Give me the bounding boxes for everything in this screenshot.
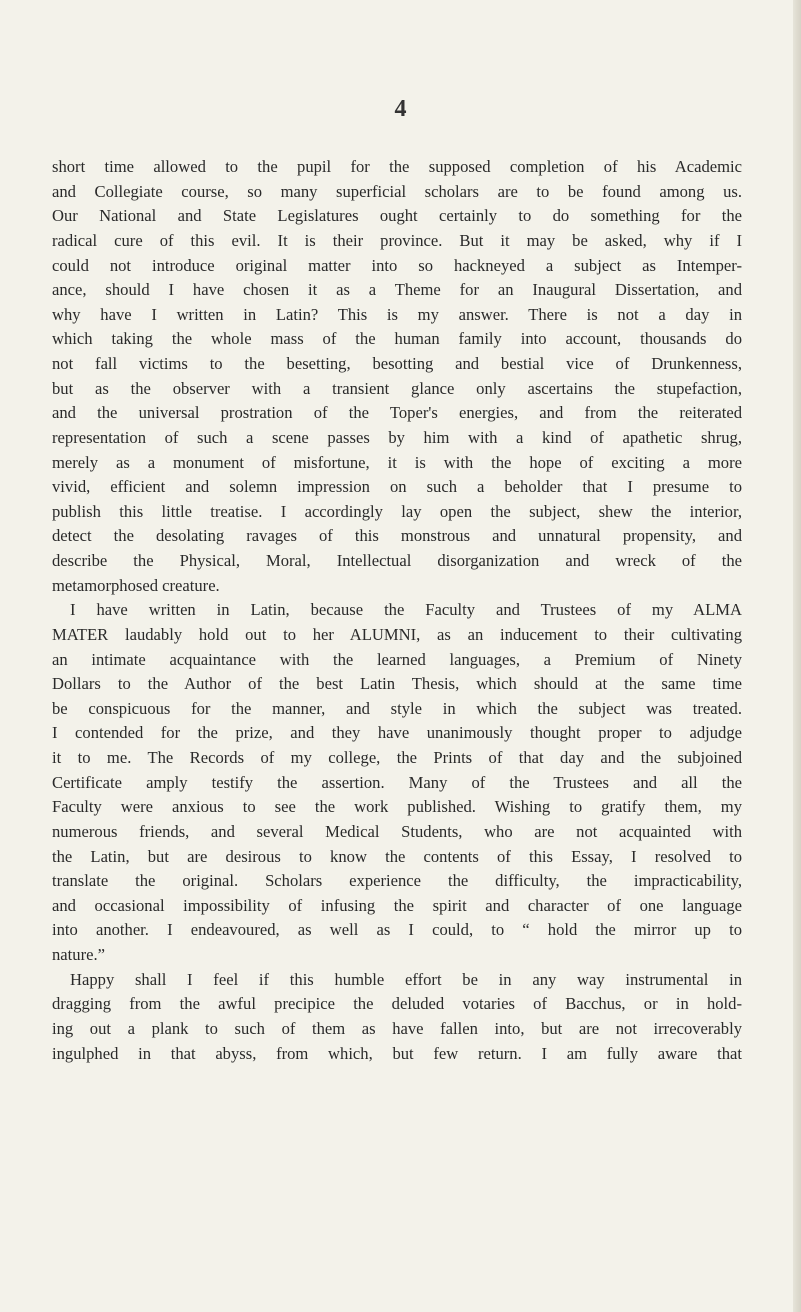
text-line: MATER laudably hold out to her ALUMNI, as an inducement to their cultivating	[52, 624, 742, 644]
page-edge	[793, 0, 801, 1312]
text-line: radical cure of this evil. It is their province. But it may be asked, why if I	[52, 230, 742, 250]
text-line: I contended for the prize, and they have unanimously thought proper to adjudge	[52, 723, 742, 743]
text-line: be conspicuous for the manner, and style in which the subject was treated.	[52, 698, 742, 718]
text-line: ingulphed in that abyss, from which, but few return. I am fully aware that	[52, 1043, 742, 1063]
text-line: Faculty were anxious to see the work published. Wishing to gratify them, my	[52, 797, 742, 817]
text-line: which taking the whole mass of the human family into account, thousands do	[52, 329, 742, 349]
text-line: ance, should I have chosen it as a Theme for an Inaugural Dissertation, and	[52, 280, 742, 300]
text-line: nature.”	[52, 945, 105, 964]
text-line: but as the observer with a transient glance only ascertains the stupefaction,	[52, 378, 742, 398]
text-line: dragging from the awful precipice the deluded votaries of Bacchus, or in hold-	[52, 994, 742, 1014]
text-line: Happy shall I feel if this humble effort be in any way instrumental in	[70, 969, 742, 989]
text-line: representation of such a scene passes by him with a kind of apathetic shrug,	[52, 427, 742, 447]
text-line: and the universal prostration of the Toper's energies, and from the reiterated	[52, 403, 742, 423]
text-line: Dollars to the Author of the best Latin Thesis, which should at the same time	[52, 674, 742, 694]
body-text	[52, 155, 742, 1066]
text-line: metamorphosed creature.	[52, 575, 220, 595]
text-line: and Collegiate course, so many superficial scholars are to be found among us.	[52, 181, 742, 201]
text-line: not fall victims to the besetting, besotting and bestial vice of Drunkenness,	[52, 354, 742, 373]
text-line: into another. I endeavoured, as well as I could, to “ hold the mirror up to	[52, 920, 742, 940]
text-line: Certificate amply testify the assertion. Many of the Trustees and all the	[52, 772, 742, 792]
text-line: detect the desolating ravages of this monstrous and unnatural propensity, and	[52, 526, 742, 546]
text-line: an intimate acquaintance with the learned languages, a Premium of Ninety	[52, 649, 742, 669]
text-line: describe the Physical, Moral, Intellectual disorganization and wreck of the	[52, 551, 742, 570]
text-line: translate the original. Scholars experience the difficulty, the impracticability,	[52, 871, 742, 891]
text-line: merely as a monument of misfortune, it is with the hope of exciting a more	[52, 452, 742, 472]
text-line: why have I written in Latin? This is my answer. There is not a day in	[52, 304, 742, 324]
text-line: the Latin, but are desirous to know the contents of this Essay, I resolved to	[52, 846, 742, 866]
page-number: 4	[394, 96, 407, 122]
text-line: and occasional impossibility of infusing the spirit and character of one language	[52, 895, 742, 915]
text-line: could not introduce original matter into so hackneyed a subject as Intemper-	[52, 255, 742, 275]
text-line: Our National and State Legislatures ought certainly to do something for the	[52, 206, 742, 226]
text-line: vivid, efficient and solemn impression on such a beholder that I presume to	[52, 477, 742, 497]
text-line: publish this little treatise. I accordingly lay open the subject, shew the interior,	[52, 501, 742, 521]
text-line: short time allowed to the pupil for the supposed completion of his Academic	[52, 157, 742, 176]
text-line: it to me. The Records of my college, the Prints of that day and the subjoined	[52, 748, 742, 767]
text-line: I have written in Latin, because the Faculty and Trustees of my ALMA	[70, 600, 742, 620]
text-line: numerous friends, and several Medical Students, who are not acquainted with	[52, 821, 742, 841]
text-line: ing out a plank to such of them as have fallen into, but are not irrecoverably	[52, 1018, 742, 1038]
